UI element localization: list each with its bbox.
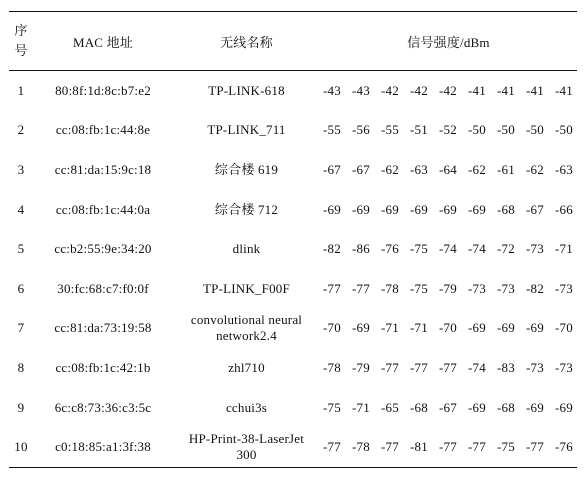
header-index-line2: 号: [14, 43, 28, 58]
signal-strength-values: [320, 71, 577, 111]
signal-value: -51: [410, 122, 428, 138]
signal-value: -71: [381, 320, 399, 336]
signal-value: -70: [323, 320, 341, 336]
wireless-name-line: TP-LINK_711: [207, 122, 286, 138]
signal-value: -67: [439, 399, 457, 415]
wireless-name: [173, 388, 320, 428]
signal-value: -69: [439, 201, 457, 217]
table-row: [9, 348, 577, 388]
table-row: [9, 269, 577, 309]
signal-value: -68: [497, 201, 515, 217]
signal-value: -77: [352, 280, 370, 296]
wireless-name-line: 综合楼 712: [214, 201, 279, 217]
signal-value: -63: [555, 161, 573, 177]
signal-value: -77: [323, 439, 341, 455]
table-row: [9, 111, 577, 151]
signal-value: -75: [410, 280, 428, 296]
signal-value: -69: [468, 201, 486, 217]
signal-values-group: [320, 281, 577, 297]
signal-value: -62: [381, 161, 399, 177]
wireless-name: [173, 229, 320, 269]
mac-address: cc:81:da:15:9c:18: [54, 161, 152, 177]
mac-address: 6c:c8:73:36:c3:5c: [54, 399, 152, 415]
row-index: 5: [17, 241, 25, 257]
signal-strength-values: [320, 111, 577, 151]
table-body: [9, 71, 577, 468]
table-row: [9, 388, 577, 428]
mac-address: c0:18:85:a1:3f:38: [55, 439, 151, 455]
wireless-name-line: 300: [236, 447, 257, 463]
row-index: 10: [14, 439, 28, 455]
signal-value: -64: [439, 161, 457, 177]
wifi-signal-table: [9, 11, 577, 468]
signal-value: -75: [323, 399, 341, 415]
signal-value: -75: [497, 439, 515, 455]
signal-values-group: [320, 400, 577, 416]
mac-address: cc:08:fb:1c:44:8e: [55, 122, 151, 138]
header-index: [9, 12, 33, 71]
wireless-name-line: 综合楼 619: [214, 161, 279, 177]
signal-value: -77: [439, 359, 457, 375]
signal-value: -73: [468, 280, 486, 296]
table-row: [9, 150, 577, 190]
wireless-name: [173, 71, 320, 111]
signal-value: -41: [526, 82, 544, 98]
signal-value: -55: [381, 122, 399, 138]
wireless-name: [173, 348, 320, 388]
signal-value: -43: [352, 82, 370, 98]
signal-value: -41: [497, 82, 515, 98]
signal-value: -78: [352, 439, 370, 455]
signal-values-group: [320, 241, 577, 257]
signal-value: -68: [497, 399, 515, 415]
signal-value: -68: [410, 399, 428, 415]
signal-value: -76: [381, 241, 399, 257]
signal-value: -66: [555, 201, 573, 217]
signal-values-group: [320, 202, 577, 218]
row-index: 4: [17, 201, 25, 217]
signal-value: -52: [439, 122, 457, 138]
signal-value: -56: [352, 122, 370, 138]
wireless-name-line: TP-LINK-618: [208, 82, 285, 98]
signal-value: -69: [352, 320, 370, 336]
signal-value: -74: [468, 241, 486, 257]
header-wireless-name: 无线名称: [220, 34, 273, 50]
signal-value: -69: [323, 201, 341, 217]
row-index: 2: [17, 122, 25, 138]
signal-value: -78: [323, 359, 341, 375]
wireless-name-line: dlink: [232, 241, 261, 257]
signal-value: -67: [526, 201, 544, 217]
signal-value: -62: [468, 161, 486, 177]
wireless-name-line: HP-Print-38-LaserJet: [188, 431, 305, 447]
signal-value: -61: [497, 161, 515, 177]
signal-values-group: [320, 122, 577, 138]
wireless-name-line: network2.4: [216, 328, 277, 344]
signal-value: -69: [468, 320, 486, 336]
signal-value: -74: [439, 241, 457, 257]
signal-value: -79: [439, 280, 457, 296]
mac-address: cc:08:fb:1c:44:0a: [55, 201, 151, 217]
signal-value: -82: [526, 280, 544, 296]
mac-address: cc:b2:55:9e:34:20: [54, 241, 152, 257]
row-index: 6: [17, 280, 25, 296]
header-row: [9, 12, 577, 71]
signal-strength-values: [320, 229, 577, 269]
signal-value: -69: [526, 320, 544, 336]
signal-value: -73: [555, 280, 573, 296]
table-header: [9, 12, 577, 71]
signal-value: -71: [555, 241, 573, 257]
header-signal-strength: 信号强度/dBm: [407, 34, 490, 50]
signal-values-group: [320, 360, 577, 376]
signal-value: -42: [439, 82, 457, 98]
signal-value: -41: [555, 82, 573, 98]
wireless-name-line: cchui3s: [225, 399, 268, 415]
signal-value: -50: [526, 122, 544, 138]
signal-value: -77: [468, 439, 486, 455]
signal-value: -75: [410, 241, 428, 257]
signal-strength-values: [320, 348, 577, 388]
signal-value: -69: [497, 320, 515, 336]
wireless-name: [173, 150, 320, 190]
row-index: 8: [17, 359, 25, 375]
signal-value: -55: [323, 122, 341, 138]
signal-strength-values: [320, 269, 577, 309]
signal-value: -69: [468, 399, 486, 415]
signal-value: -83: [497, 359, 515, 375]
signal-value: -67: [352, 161, 370, 177]
signal-value: -67: [323, 161, 341, 177]
signal-value: -74: [468, 359, 486, 375]
signal-strength-values: [320, 309, 577, 349]
signal-value: -77: [439, 439, 457, 455]
signal-values-group: [320, 320, 577, 336]
signal-value: -86: [352, 241, 370, 257]
mac-address: 30:fc:68:c7:f0:0f: [57, 280, 149, 296]
signal-value: -69: [526, 399, 544, 415]
wireless-name: [173, 427, 320, 467]
signal-value: -50: [468, 122, 486, 138]
table-row: [9, 427, 577, 467]
wireless-name-line: TP-LINK_F00F: [203, 280, 290, 296]
signal-value: -50: [555, 122, 573, 138]
wireless-name-line: convolutional neural: [190, 312, 303, 328]
wireless-name-line: zhl710: [228, 359, 265, 375]
signal-value: -77: [381, 359, 399, 375]
signal-value: -43: [323, 82, 341, 98]
table-row: [9, 229, 577, 269]
wireless-name: [173, 190, 320, 230]
signal-value: -69: [410, 201, 428, 217]
signal-values-group: [320, 83, 577, 99]
signal-value: -77: [323, 280, 341, 296]
row-index: 7: [17, 320, 25, 336]
wireless-name: [173, 111, 320, 151]
row-index: 1: [17, 82, 25, 98]
signal-value: -71: [352, 399, 370, 415]
signal-value: -73: [555, 359, 573, 375]
signal-value: -42: [410, 82, 428, 98]
wireless-name: [173, 269, 320, 309]
row-index: 3: [17, 161, 25, 177]
signal-value: -79: [352, 359, 370, 375]
signal-value: -77: [381, 439, 399, 455]
signal-values-group: [320, 162, 577, 178]
signal-value: -69: [555, 399, 573, 415]
signal-value: -70: [439, 320, 457, 336]
signal-value: -73: [526, 241, 544, 257]
signal-value: -71: [410, 320, 428, 336]
signal-value: -41: [468, 82, 486, 98]
row-index: 9: [17, 399, 25, 415]
table-row: [9, 309, 577, 349]
signal-strength-values: [320, 150, 577, 190]
signal-value: -70: [555, 320, 573, 336]
signal-values-group: [320, 439, 577, 455]
wireless-name: [173, 309, 320, 349]
signal-value: -77: [410, 359, 428, 375]
signal-value: -73: [526, 359, 544, 375]
signal-strength-values: [320, 190, 577, 230]
table-row: [9, 190, 577, 230]
signal-value: -62: [526, 161, 544, 177]
signal-value: -73: [497, 280, 515, 296]
signal-value: -69: [381, 201, 399, 217]
signal-value: -76: [555, 439, 573, 455]
table-row: [9, 71, 577, 111]
mac-address: 80:8f:1d:8c:b7:e2: [55, 82, 151, 98]
signal-strength-values: [320, 427, 577, 467]
mac-address: cc:08:fb:1c:42:1b: [55, 359, 151, 375]
signal-value: -42: [381, 82, 399, 98]
signal-value: -63: [410, 161, 428, 177]
mac-address: cc:81:da:73:19:58: [54, 320, 152, 336]
signal-value: -65: [381, 399, 399, 415]
signal-strength-values: [320, 388, 577, 428]
signal-value: -72: [497, 241, 515, 257]
signal-value: -81: [410, 439, 428, 455]
header-mac: MAC 地址: [72, 34, 134, 50]
signal-value: -82: [323, 241, 341, 257]
signal-value: -78: [381, 280, 399, 296]
header-index-line1: 序: [14, 23, 28, 38]
signal-value: -50: [497, 122, 515, 138]
signal-value: -69: [352, 201, 370, 217]
signal-value: -77: [526, 439, 544, 455]
